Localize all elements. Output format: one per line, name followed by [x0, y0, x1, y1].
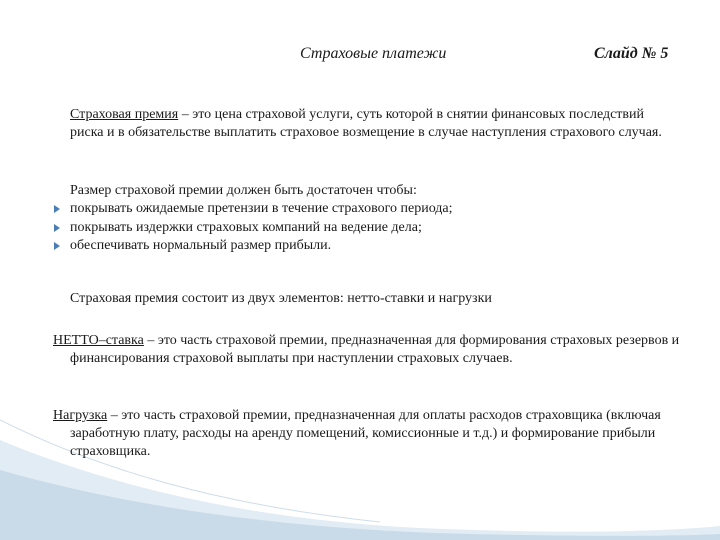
premium-term: Страховая премия	[70, 107, 179, 122]
premium-size-intro: Размер страховой премии должен быть достаточен чтобы:	[70, 183, 417, 198]
triangle-bullet-icon	[54, 205, 60, 213]
premium-composition: Страховая премия состоит из двух элементов: нетто-ставки и нагрузки	[70, 291, 492, 306]
net-rate-term: НЕТТО–ставка	[53, 333, 144, 348]
list-item-text: покрывать издержки страховых компаний на ведение дела;	[70, 219, 422, 235]
net-rate-definition-text: – это часть страховой премии, предназначенная для формирования страховых резервов и финансирования страховой выплаты при наступлении страховых случаев.	[70, 333, 680, 366]
premium-definition	[70, 106, 670, 142]
triangle-bullet-icon	[54, 224, 60, 232]
list-item	[54, 200, 453, 219]
list-item	[54, 237, 453, 256]
list-item	[54, 219, 453, 238]
premium-definition-text: – это цена страховой услуги, суть которой в снятии финансовых последствий риска и в обязательстве выплатить страховое возмещение в случае наступления страхового случая.	[70, 107, 662, 140]
slide-title: Страховые платежи	[300, 45, 447, 62]
slide-number: Слайд № 5	[594, 45, 669, 62]
loading-definition	[53, 407, 710, 461]
loading-definition-text: – это часть страховой премии, предназначенная для оплаты расходов страховщика (включая заработную плату, расходы на аренду помещений, комиссионные и т.д.) и формирование прибыли страховщика.	[70, 408, 661, 459]
list-item-text: покрывать ожидаемые претензии в течение страхового периода;	[70, 201, 453, 216]
list-item-text: обеспечивать нормальный размер прибыли.	[70, 238, 332, 253]
triangle-bullet-icon	[54, 242, 60, 250]
net-rate-definition	[53, 332, 710, 368]
loading-term: Нагрузка	[53, 408, 108, 423]
premium-requirements-list	[54, 200, 453, 256]
